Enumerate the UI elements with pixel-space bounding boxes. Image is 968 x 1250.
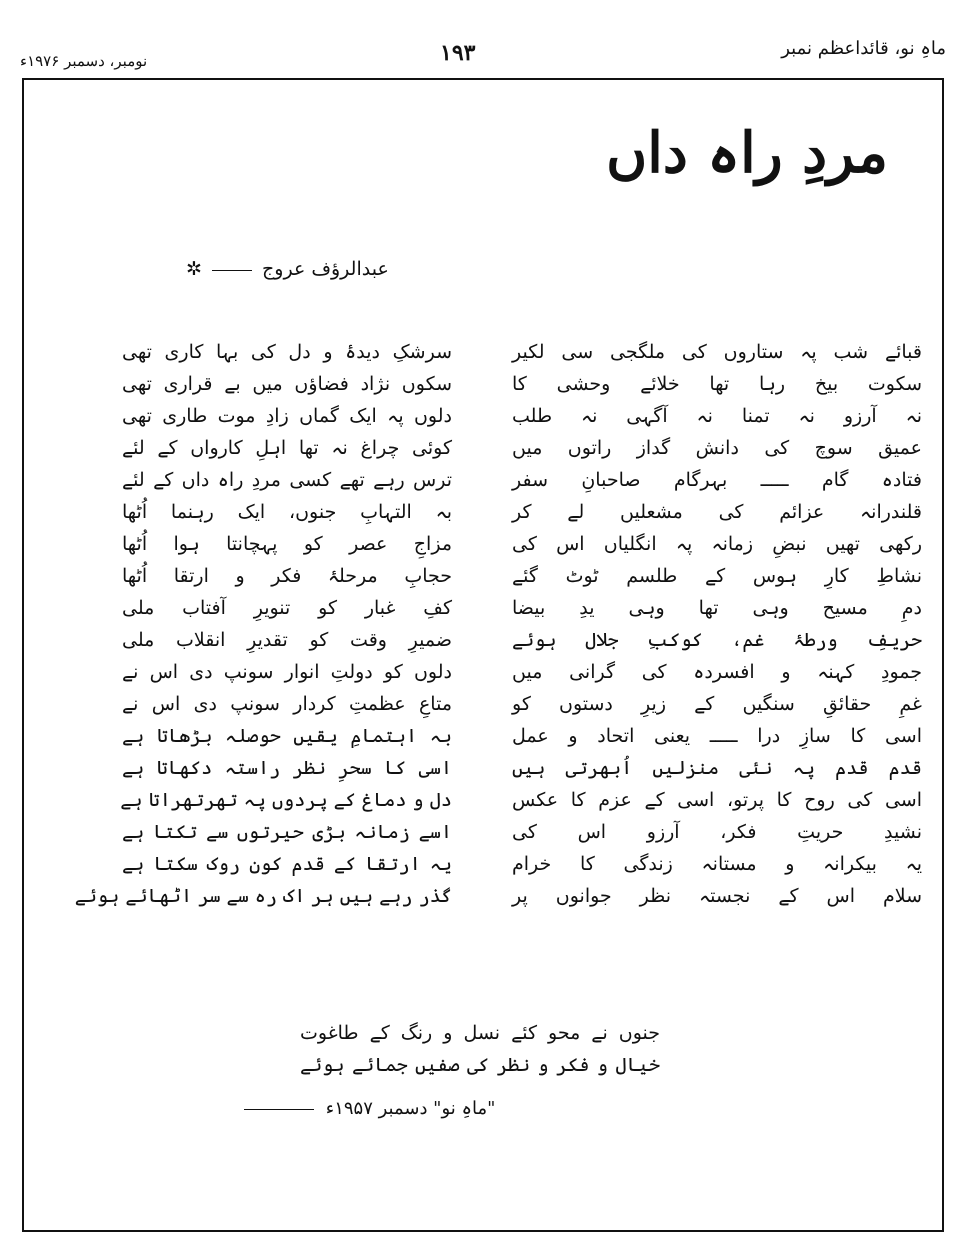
source-dash <box>244 1109 314 1110</box>
verse-line: نشاطِ کارِ ہوس کے طلسم ٹوٹ گئے <box>512 565 922 587</box>
verse-line: حریفِ ورطۂ غم، کوکبِ جلال ہوئے <box>512 629 922 651</box>
closing-couplet <box>300 1016 660 1080</box>
verse-line: دلوں پہ ایک گماں زادِ موت طاری تھی <box>122 405 452 427</box>
source-citation <box>238 1098 495 1119</box>
verse-line: سکوں نژاد فضاؤں میں بے قراری تھی <box>122 373 452 395</box>
verse-line: ضمیرِ وقت کو تقدیرِ انقلاب ملی <box>122 629 452 651</box>
verse-line: رکھی تھیں نبضِ زمانہ پہ انگلیاں اس کی <box>512 533 922 555</box>
page-header <box>0 0 968 80</box>
verse-line: فتادہ گام ـــــ بہرگام صاحبانِ سفر <box>512 469 922 491</box>
author-dash <box>212 270 252 271</box>
verse-line: کوئی چراغ نہ تھا اہلِ کارواں کے لئے <box>122 437 452 459</box>
verse-line: قلندرانہ عزائم کی مشعلیں لے کر <box>512 501 922 523</box>
verse-line: متاعِ عظمتِ کردار سونپ دی اس نے <box>122 693 452 715</box>
page-number: ۱۹۳ <box>440 40 476 66</box>
verse-line: بہ اہتمامِ یقیں حوصلہ بڑھاتا ہے <box>122 725 452 747</box>
verse-line: ترس رہے تھے کسی مردِ راہ داں کے لئے <box>122 469 452 491</box>
verse-line: اسے زمانہ بڑی حیرتوں سے تکتا ہے <box>122 821 452 843</box>
verse-line: دمِ مسیح وہی تھا وہی یدِ بیضا <box>512 597 922 619</box>
verse-line: عمیق سوچ کی دانش گداز راتوں میں <box>512 437 922 459</box>
verse-line: دل و دماغ کے پردوں پہ تھرتھراتا ہے <box>120 789 452 811</box>
verse-line: غمِ حقائقِ سنگیں کے زیرِ دستوں کو <box>512 693 922 715</box>
verse-line: یہ بیکرانہ و مستانہ زندگی کا خرام <box>512 853 922 875</box>
verse-line: سرشکِ دیدۂ و دل کی بہا کاری تھی <box>122 341 452 363</box>
verse-line: دلوں کو دولتِ انوار سونپ دی اس نے <box>122 661 452 683</box>
verse-line: جمودِ کہنہ و افسردہ کی گرانی میں <box>512 661 922 683</box>
verse-line: خیال و فکر و نظر کی صفیں جمائے ہوئے <box>300 1054 660 1076</box>
author-name: عبدالرؤف عروج <box>262 258 389 280</box>
verse-line: کفِ غبار کو تنویرِ آفتاب ملی <box>122 597 452 619</box>
poem-title: مردِ راہ داں <box>606 120 888 186</box>
poem-column-right <box>512 336 922 912</box>
author-line <box>180 258 389 280</box>
verse-line: اسی کی روح کا پرتو، اسی کے عزم کا عکس <box>512 789 922 811</box>
verse-line: اسی کا سازِ درا ـــــ یعنی اتحاد و عمل <box>512 725 922 747</box>
verse-line: نشیدِ حریتِ فکر، آرزو اس کی <box>512 821 922 843</box>
star-ornament-icon: ✲ <box>186 258 202 280</box>
poem-column-left <box>74 336 452 912</box>
verse-line: بہ التہابِ جنوں، ایک رہنما اُٹھا <box>122 501 452 523</box>
verse-line: حجابِ مرحلۂ فکر و ارتقا اُٹھا <box>122 565 452 587</box>
source-text: "ماہِ نو" دسمبر ۱۹۵۷ء <box>325 1098 496 1119</box>
verse-line: مزاجِ عصر کو پہچانتا ہوا اُٹھا <box>122 533 452 555</box>
verse-line: جنوں نے محو کئے نسل و رنگ کے طاغوت <box>300 1022 660 1044</box>
verse-line: سلام اس کے نجستہ نظر جوانوں پر <box>512 885 922 907</box>
issue-date: نومبر، دسمبر ۱۹۷۶ء <box>20 52 148 70</box>
verse-line: قدم قدم پہ نئی منزلیں اُبھرتی ہیں <box>512 757 922 779</box>
verse-line: سکوت بیخ رہا تھا خلائے وحشی کا <box>512 373 922 395</box>
verse-line: اسی کا سحرِ نظر راستہ دکھاتا ہے <box>122 757 452 779</box>
verse-line: یہ ارتقا کے قدم کون روک سکتا ہے <box>122 853 452 875</box>
verse-line: گذر رہے ہیں ہر اک رہ سے سر اٹھائے ہوئے <box>74 885 452 907</box>
verse-line: نہ آرزو نہ تمنا نہ آگہی نہ طلب <box>512 405 922 427</box>
magazine-title: ماہِ نو، قائداعظم نمبر <box>781 38 946 59</box>
verse-line: قبائے شب پہ ستاروں کی ملگجی سی لکیر <box>512 341 922 363</box>
